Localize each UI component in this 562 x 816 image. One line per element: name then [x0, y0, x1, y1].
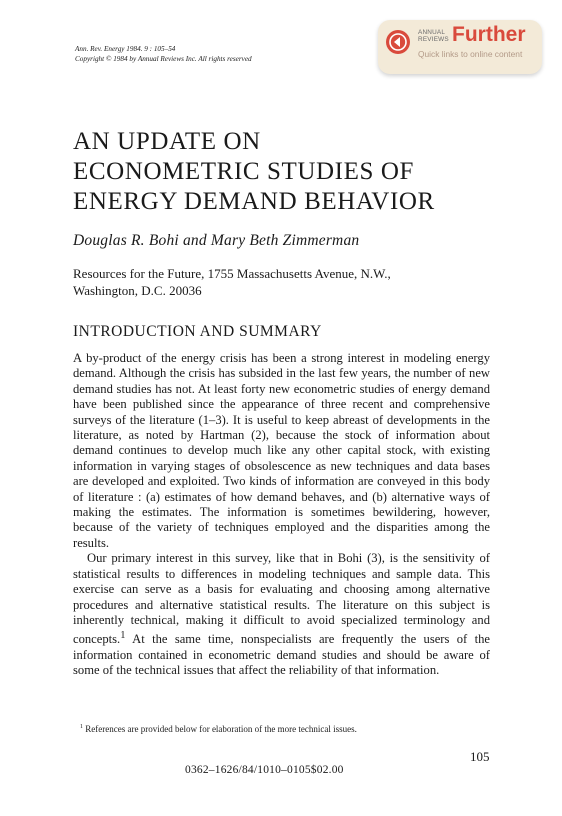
- article-code: 0362–1626/84/1010–0105$02.00: [185, 764, 344, 776]
- footnote-marker: 1: [80, 724, 83, 730]
- page-number: 105: [470, 749, 490, 764]
- citation-line-2: Copyright © 1984 by Annual Reviews Inc. All rights reserved: [75, 55, 252, 63]
- paragraph: A by-product of the energy crisis has been a strong interest in modeling energy demand. Although the crisis has subsided in the last few years, the number of new demand studies has not. At least forty new econometric studies of energy demand have been published since the appearance of three recent and comprehensive surveys of the literature (1–3). It is useful to keep abreast of developments in the literature, as noted by Hartman (2), because the stock of information about demand continues to develop much like any other capital stock, with existing information in varying stages of obsolescence as new techniques and data bases are developed and exploited. Two kinds of information are conveyed in this body of literature : (a) estimates of how demand behaves, and (b) alternative ways of making the estimates. The information is sometimes bewildering, however, because of the variety of techniques employed and the disparities among the results.: [73, 351, 490, 550]
- paragraph-text: At the same time, nonspecialists are frequently the users of the information contained in econometric demand studies and should be aware of some of the technical issues that affect the reliability of that information.: [73, 632, 490, 678]
- title-line: ENERGY DEMAND BEHAVIOR: [73, 188, 435, 215]
- quick-links-label: Quick links to online content: [418, 49, 523, 59]
- affiliation-line: Washington, D.C. 20036: [73, 283, 202, 298]
- title-line: ECONOMETRIC STUDIES OF: [73, 158, 414, 185]
- footnote-text: References are provided below for elaboration of the more technical issues.: [85, 724, 357, 734]
- footnote-ref[interactable]: 1: [120, 630, 126, 642]
- footnote: [80, 724, 357, 734]
- annual-reviews-logo-text: ANNUAL REVIEWS: [418, 29, 449, 43]
- body-text: [73, 351, 490, 679]
- affiliation: [73, 265, 391, 299]
- paragraph: [73, 551, 490, 678]
- further-arrow-icon: [386, 30, 410, 54]
- authors: Douglas R. Bohi and Mary Beth Zimmerman: [73, 232, 360, 249]
- affiliation-line: Resources for the Future, 1755 Massachusetts Avenue, N.W.,: [73, 266, 391, 281]
- title-line: AN UPDATE ON: [73, 128, 261, 155]
- journal-citation: [75, 44, 252, 64]
- paragraph-text: Our primary interest in this survey, like that in Bohi (3), is the sensitivity of statistical results to differences in modeling techniques and sample data. This exercise can serve as a basis for evaluating and choosing among alternative procedures and alternative statistical results. The literature on this subject is inherently technical, making it difficult to avoid specialized terminology and concepts.: [73, 551, 490, 647]
- further-banner[interactable]: [378, 20, 542, 74]
- further-label: Further: [452, 23, 526, 46]
- article-title: [73, 127, 435, 217]
- citation-line-1: Ann. Rev. Energy 1984. 9 : 105–54: [75, 45, 176, 53]
- section-heading: INTRODUCTION AND SUMMARY: [73, 323, 322, 340]
